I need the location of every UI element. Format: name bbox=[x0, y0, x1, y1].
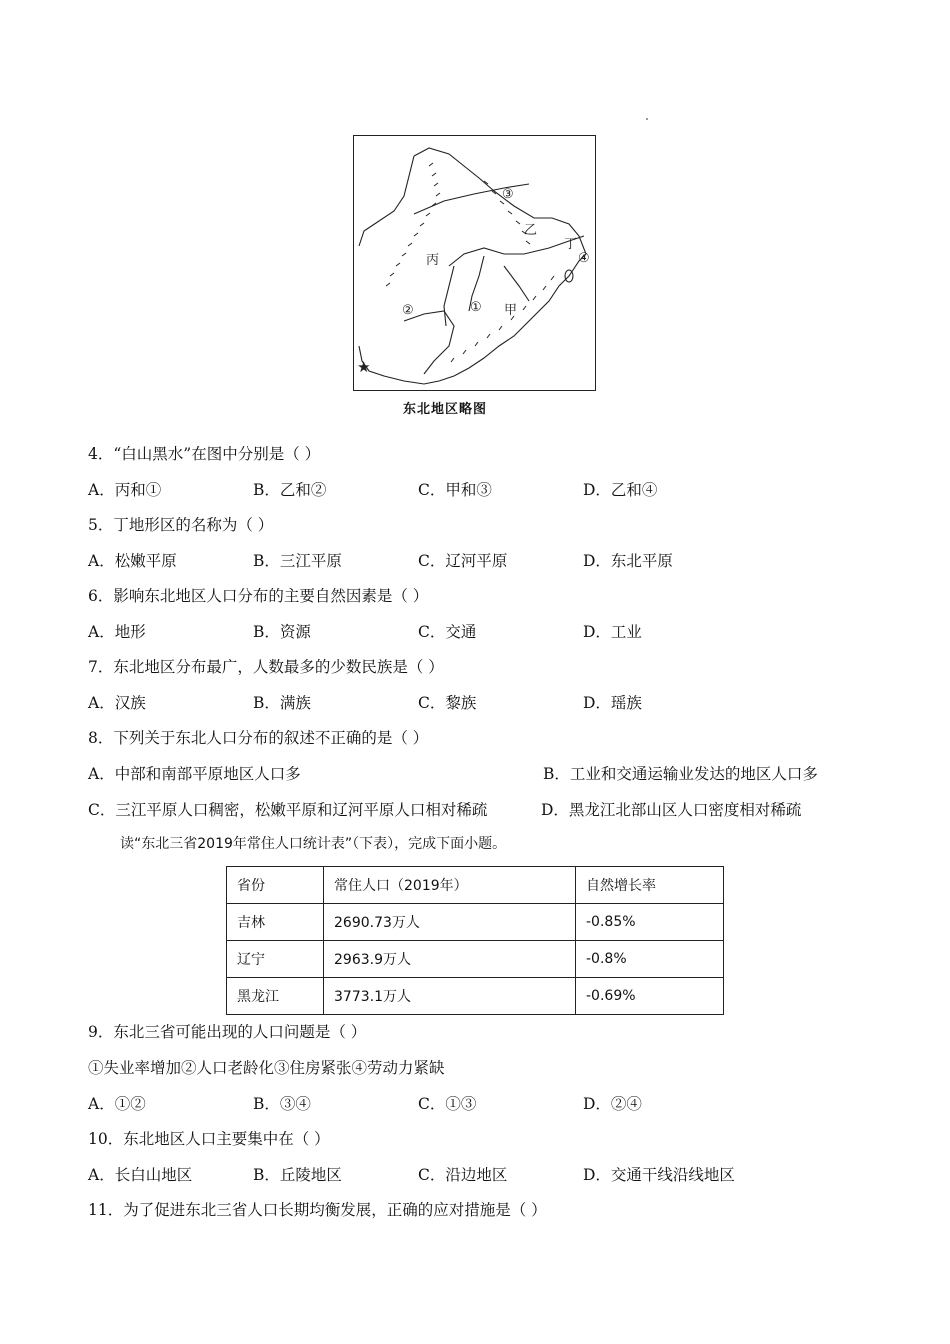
header-cell: 常住人口（2019年） bbox=[324, 867, 576, 904]
header-cell: 省份 bbox=[227, 867, 324, 904]
q9-option-b[interactable]: B．③④ bbox=[253, 1095, 311, 1113]
question-4: 4．“白山黑水”在图中分别是（ ） bbox=[88, 445, 321, 463]
q9-option-a[interactable]: A．①② bbox=[88, 1095, 146, 1113]
table-row bbox=[227, 904, 724, 941]
q8-option-b[interactable]: B．工业和交通运输业发达的地区人口多 bbox=[543, 765, 818, 783]
mountain-range bbox=[451, 276, 554, 362]
q5-option-b[interactable]: B．三江平原 bbox=[253, 552, 342, 570]
question-9: 9．东北三省可能出现的人口问题是（ ） bbox=[88, 1023, 367, 1041]
header-cell: 自然增长率 bbox=[576, 867, 724, 904]
q10-option-d[interactable]: D．交通干线沿线地区 bbox=[583, 1166, 735, 1184]
river bbox=[404, 311, 454, 374]
q9-option-d[interactable]: D．②④ bbox=[583, 1095, 642, 1113]
question-6: 6．影响东北地区人口分布的主要自然因素是（ ） bbox=[88, 587, 429, 605]
table-cell: -0.69% bbox=[576, 978, 724, 1015]
table-cell: 黑龙江 bbox=[227, 978, 324, 1015]
q9-statements: ①失业率增加②人口老龄化③住房紧张④劳动力紧缺 bbox=[88, 1059, 445, 1077]
table-cell: -0.85% bbox=[576, 904, 724, 941]
border-line bbox=[359, 148, 586, 384]
table-row bbox=[227, 941, 724, 978]
question-7: 7．东北地区分布最广，人数最多的少数民族是（ ） bbox=[88, 658, 444, 676]
table-cell: 吉林 bbox=[227, 904, 324, 941]
q7-option-b[interactable]: B．满族 bbox=[253, 694, 311, 712]
q10-option-a[interactable]: A．长白山地区 bbox=[88, 1166, 193, 1184]
table-cell: 3773.1万人 bbox=[324, 978, 576, 1015]
q6-option-c[interactable]: C．交通 bbox=[418, 623, 477, 641]
q9-option-c[interactable]: C．①③ bbox=[418, 1095, 477, 1113]
page-mark bbox=[646, 118, 648, 120]
table-cell: 辽宁 bbox=[227, 941, 324, 978]
table-cell: 2690.73万人 bbox=[324, 904, 576, 941]
border-line bbox=[359, 156, 414, 246]
question-11: 11．为了促进东北三省人口长期均衡发展，正确的应对措施是（ ） bbox=[88, 1201, 547, 1219]
q6-option-d[interactable]: D．工业 bbox=[583, 623, 642, 641]
q5-option-c[interactable]: C．辽河平原 bbox=[418, 552, 508, 570]
q10-option-c[interactable]: C．沿边地区 bbox=[418, 1166, 508, 1184]
q8-option-c[interactable]: C．三江平原人口稠密，松嫩平原和辽河平原人口相对稀疏 bbox=[88, 801, 488, 819]
q4-option-c[interactable]: C．甲和③ bbox=[418, 481, 492, 499]
river bbox=[504, 266, 529, 301]
q8-option-d[interactable]: D．黑龙江北部山区人口密度相对稀疏 bbox=[541, 801, 802, 819]
table-header-row bbox=[227, 867, 724, 904]
q5-option-d[interactable]: D．东北平原 bbox=[583, 552, 673, 570]
table-cell: -0.8% bbox=[576, 941, 724, 978]
q7-option-a[interactable]: A．汉族 bbox=[88, 694, 146, 712]
question-8: 8．下列关于东北人口分布的叙述不正确的是（ ） bbox=[88, 729, 429, 747]
label-jia: 甲 bbox=[504, 303, 518, 318]
q8-option-a[interactable]: A．中部和南部平原地区人口多 bbox=[88, 765, 301, 783]
question-10: 10．东北地区人口主要集中在（ ） bbox=[88, 1130, 330, 1148]
q7-option-d[interactable]: D．瑶族 bbox=[583, 694, 642, 712]
q4-option-a[interactable]: A．丙和① bbox=[88, 481, 162, 499]
q4-option-b[interactable]: B．乙和② bbox=[253, 481, 327, 499]
q6-option-b[interactable]: B．资源 bbox=[253, 623, 311, 641]
map-drawing bbox=[354, 136, 594, 389]
label-3: ③ bbox=[502, 187, 514, 202]
river bbox=[444, 266, 454, 326]
q10-option-b[interactable]: B．丘陵地区 bbox=[253, 1166, 342, 1184]
label-2: ② bbox=[402, 303, 414, 318]
label-1: ① bbox=[470, 300, 482, 315]
table-cell: 2963.9万人 bbox=[324, 941, 576, 978]
table-row bbox=[227, 978, 724, 1015]
label-yi: 乙 bbox=[524, 223, 538, 238]
q4-option-d[interactable]: D．乙和④ bbox=[583, 481, 658, 499]
northeast-map bbox=[353, 135, 596, 391]
label-ding: 丁 bbox=[564, 237, 578, 252]
q5-option-a[interactable]: A．松嫩平原 bbox=[88, 552, 177, 570]
label-4: ④ bbox=[578, 251, 590, 266]
capital-star-icon: ★ bbox=[357, 358, 371, 376]
q6-option-a[interactable]: A．地形 bbox=[88, 623, 146, 641]
label-bing: 丙 bbox=[426, 253, 440, 268]
reading-prompt: 读“东北三省2019年常住人口统计表”（下表），完成下面小题。 bbox=[120, 836, 507, 852]
q7-option-c[interactable]: C．黎族 bbox=[418, 694, 477, 712]
question-5: 5．丁地形区的名称为（ ） bbox=[88, 516, 274, 534]
map-caption: 东北地区略图 bbox=[403, 402, 488, 417]
population-table bbox=[226, 866, 724, 1015]
